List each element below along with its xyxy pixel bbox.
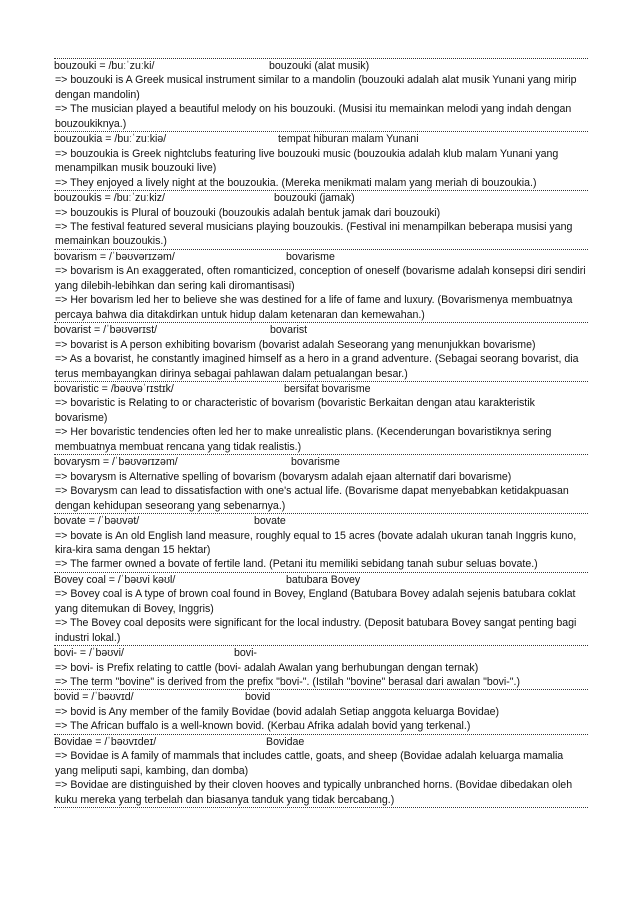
entry-meaning: => bovarism is An exaggerated, often romanticized, conception of oneself (bovarisme adalah konsepsi diri sendiri yang dilebih-lebihkan dan sering kali diromantisasi) (55, 265, 586, 292)
entry-header (54, 132, 588, 146)
dictionary-entry (54, 132, 588, 191)
entry-meaning: => bovarist is A person exhibiting bovarism (bovarist adalah Seseorang yang menunjukkan bovarisme) (55, 338, 536, 351)
entry-translation: bovate (254, 515, 286, 528)
entry-header (54, 646, 588, 660)
entry-example: => They enjoyed a lively night at the bouzoukia. (Mereka menikmati malam yang meriah di bouzoukia.) (55, 176, 537, 189)
entry-translation: tempat hiburan malam Yunani (278, 133, 419, 146)
entry-meaning: => bovate is An old English land measure, roughly equal to 15 acres (bovate adalah ukuran tanah Inggris kuno, kira-kira sama dengan 15 hektar) (55, 529, 577, 556)
entry-example: => The term "bovine" is derived from the prefix "bovi-". (Istilah "bovine" berasal dari awalan "bovi-".) (55, 676, 521, 689)
entry-translation: bouzouki (jamak) (274, 192, 355, 205)
entry-header (54, 191, 588, 205)
entry-word: bovate = /ˈbəʊvət/ (54, 515, 140, 528)
dictionary-entry (54, 323, 588, 382)
entry-header (54, 455, 588, 469)
entry-word: bovarysm = /ˈbəʊvərɪzəm/ (54, 456, 178, 469)
entry-translation: bovi- (234, 647, 257, 660)
entry-example: => The musician played a beautiful melody on his bouzouki. (Musisi itu memainkan melodi yang indah dengan bouzoukiknya.) (55, 103, 572, 130)
dictionary-list (54, 58, 588, 808)
entry-header (54, 514, 588, 528)
dictionary-entry (54, 191, 588, 250)
entry-example: => The farmer owned a bovate of fertile land. (Petani itu memiliki sebidang tanah subur seluas bovate.) (55, 558, 538, 571)
entry-meaning: => bouzoukis is Plural of bouzouki (bouzoukis adalah bentuk jamak dari bouzouki) (55, 206, 441, 219)
entry-example: => The Bovey coal deposits were significant for the local industry. (Deposit batubara Bovey sangat penting bagi industri lokal.) (55, 617, 577, 644)
dictionary-entry (54, 58, 588, 132)
entry-word: bovaristic = /bəʊvəˈrɪstɪk/ (54, 382, 174, 395)
entry-word: bouzoukia = /buːˈzuːkiə/ (54, 133, 167, 146)
dictionary-entry (54, 250, 588, 323)
entry-translation: bouzouki (alat musik) (269, 60, 370, 72)
entry-translation: bovarisme (286, 250, 335, 263)
entry-meaning: => bovi- is Prefix relating to cattle (bovi- adalah Awalan yang berhubungan dengan ternak) (55, 661, 479, 674)
dictionary-entry (54, 573, 588, 646)
entry-header (54, 323, 588, 337)
entry-meaning: => bovarysm is Alternative spelling of bovarism (bovarysm adalah ejaan alternatif dari bovarisme) (55, 470, 512, 483)
entry-header (54, 690, 588, 704)
entry-header (54, 382, 588, 396)
dictionary-entry (54, 455, 588, 514)
entry-header (54, 573, 588, 587)
dictionary-entry (54, 735, 588, 808)
entry-header (54, 250, 588, 264)
entry-translation: Bovidae (266, 735, 305, 748)
entry-word: bovarist = /ˈbəʊvərɪst/ (54, 324, 158, 337)
entry-meaning: => bouzoukia is Greek nightclubs featuring live bouzouki music (bouzoukia adalah klub malam Yunani yang menampilkan musik bouzouki live) (55, 147, 559, 175)
dictionary-entry (54, 646, 588, 690)
entry-header (54, 59, 588, 73)
entry-meaning: => Bovidae is A family of mammals that includes cattle, goats, and sheep (Bovidae adalah keluarga mamalia yang meliputi sapi, kambing, dan domba) (55, 750, 564, 777)
entry-example: => Bovarysm can lead to dissatisfaction with one's actual life. (Bovarisme dapat menyebabkan ketidakpuasan dengan kehidupan seseorang yang sebenarnya.) (55, 485, 569, 512)
entry-meaning: => Bovey coal is A type of brown coal found in Bovey, England (Batubara Bovey adalah sejenis batubara coklat yang ditemukan di Bovey, Inggris) (55, 588, 576, 615)
dictionary-entry (54, 514, 588, 573)
entry-word: bovid = /ˈbəʊvɪd/ (54, 691, 134, 704)
entry-word: bouzoukis = /buːˈzuːkiz/ (54, 192, 165, 205)
entry-word: bovi- = /ˈbəʊvi/ (54, 647, 124, 660)
entry-example: => Her bovarism led her to believe she was destined for a life of fame and luxury. (Bovarismenya membuatnya percaya bahwa dia ditakdirkan untuk hidup dalam ketenaran dan kemewahan.) (55, 294, 573, 321)
entry-word: bouzouki = /buːˈzuːki/ (54, 60, 155, 72)
entry-translation: bersifat bovarisme (284, 382, 371, 395)
entry-example: => The festival featured several musicians playing bouzoukis. (Festival ini menampilkan beberapa musisi yang memainkan bouzoukis.) (55, 220, 573, 248)
entry-translation: bovarisme (291, 456, 340, 469)
entry-translation: bovarist (270, 324, 308, 337)
entry-translation: bovid (245, 691, 271, 704)
entry-header (54, 735, 588, 749)
dictionary-entry (54, 382, 588, 455)
entry-word: bovarism = /ˈbəʊvərɪzəm/ (54, 250, 175, 263)
entry-translation: batubara Bovey (286, 573, 361, 586)
dictionary-entry (54, 690, 588, 734)
entry-word: Bovey coal = /ˈbəʊvi kəʊl/ (54, 573, 176, 586)
entry-example: => Bovidae are distinguished by their cloven hooves and typically unbranched horns. (Bovidae dibedakan oleh kuku mereka yang terbelah dan biasanya tanduk yang tidak bercabang.) (55, 779, 573, 806)
entry-word: Bovidae = /ˈbəʊvɪdeɪ/ (54, 735, 157, 748)
entry-meaning: => bovaristic is Relating to or characteristic of bovarism (bovaristic Berkaitan dengan atau karakteristik bovarisme) (55, 397, 535, 424)
entry-example: => Her bovaristic tendencies often led her to make unrealistic plans. (Kecenderungan bovaristiknya sering membuatnya membuat rencana yang tidak realistis.) (55, 426, 552, 453)
entry-example: => The African buffalo is a well-known bovid. (Kerbau Afrika adalah bovid yang terkenal.) (55, 720, 471, 733)
entry-meaning: => bouzouki is A Greek musical instrument similar to a mandolin (bouzouki adalah alat musik Yunani yang mirip dengan mandolin) (55, 74, 577, 101)
entry-example: => As a bovarist, he constantly imagined himself as a hero in a grand adventure. (Sebagai seorang bovarist, dia terus membayangkan dirinya sebagai pahlawan dalam petualangan besar.) (55, 353, 579, 380)
entry-meaning: => bovid is Any member of the family Bovidae (bovid adalah Setiap anggota keluarga Bovidae) (55, 705, 500, 718)
